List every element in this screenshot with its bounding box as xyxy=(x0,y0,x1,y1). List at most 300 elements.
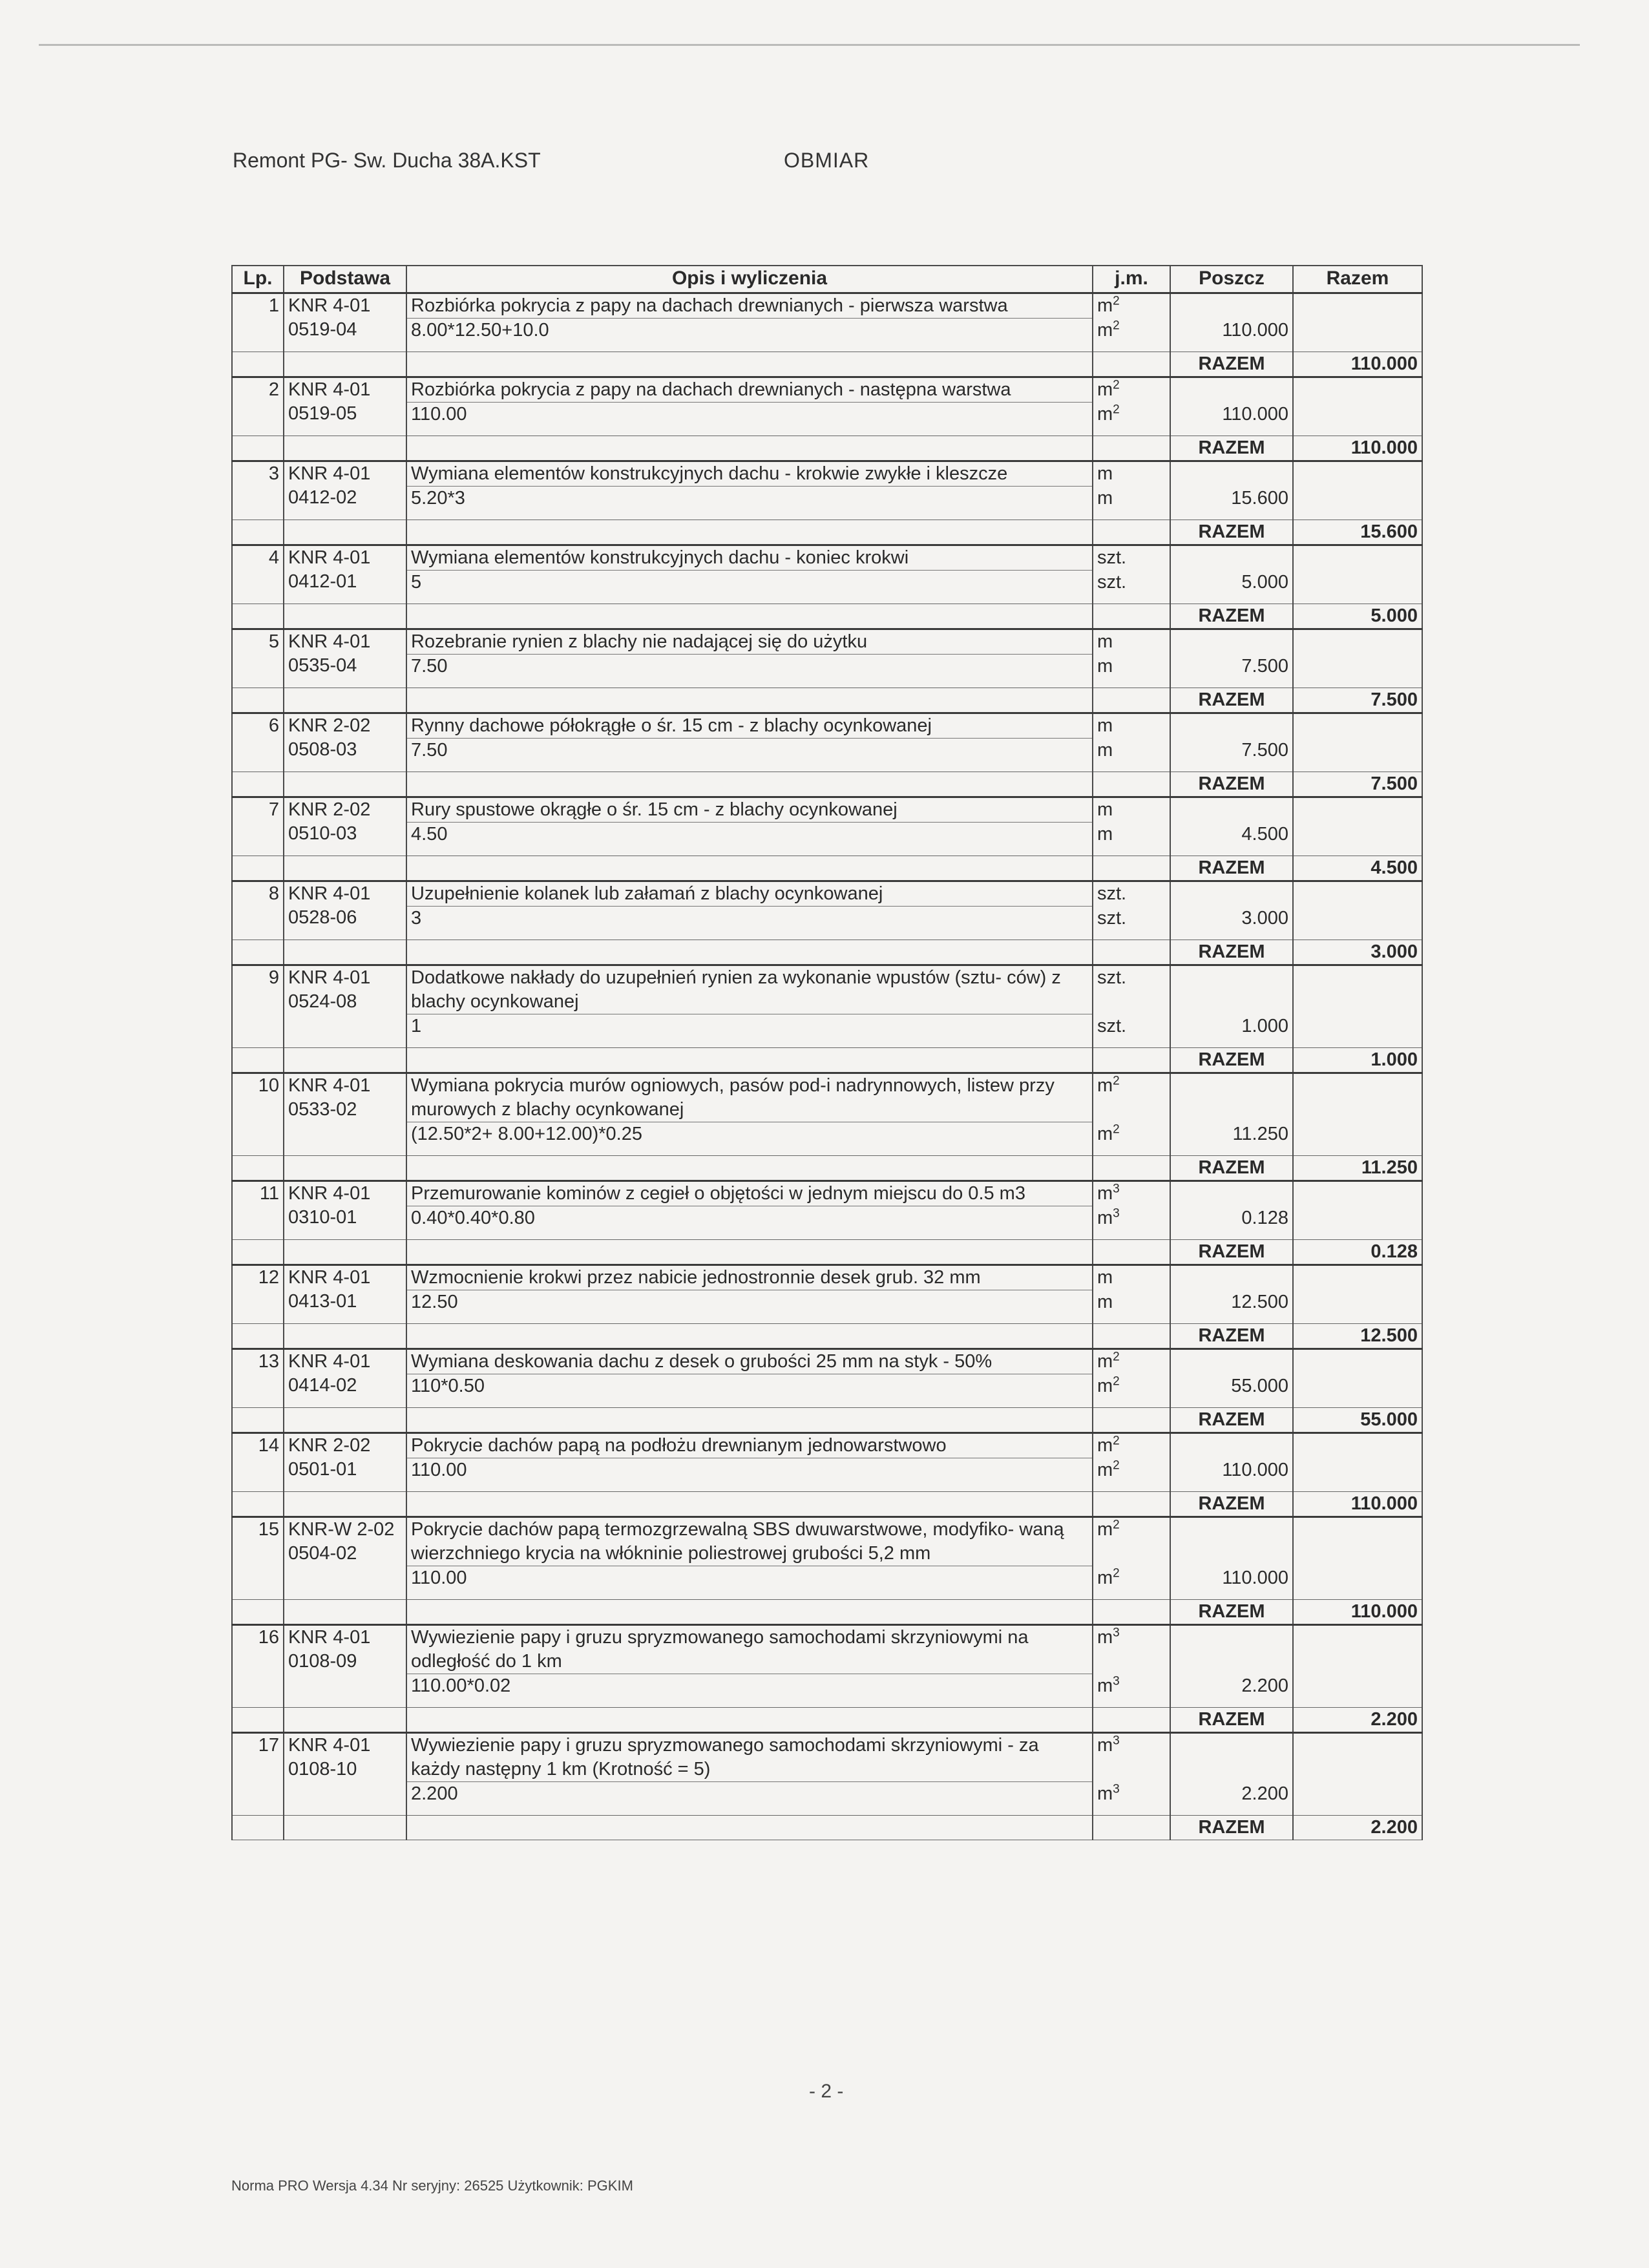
unit-exponent: 2 xyxy=(1113,1350,1120,1364)
sep-cell xyxy=(284,1816,406,1840)
item-podstawa: KNR 4-01 0524-08 xyxy=(284,965,406,1039)
table-row xyxy=(232,426,1422,436)
sep-cell xyxy=(406,688,1093,713)
table-row xyxy=(232,1433,1422,1458)
item-description: Wymiana elementów konstrukcyjnych dachu - krokwie zwykłe i kleszcze xyxy=(406,461,1093,487)
sep-cell xyxy=(284,772,406,797)
sep-cell xyxy=(1093,772,1170,797)
sep-cell xyxy=(232,510,284,520)
sep-cell xyxy=(1093,1698,1170,1708)
item-empty-razem xyxy=(1293,713,1422,772)
sep-cell xyxy=(284,1156,406,1181)
unit-base: m xyxy=(1097,715,1113,736)
item-description: Dodatkowe nakłady do uzupełnień rynien za wykonanie wpustów (sztu- ców) z blachy ocynkowanej xyxy=(406,965,1093,1014)
item-podstawa: KNR 4-01 0108-10 xyxy=(284,1733,406,1807)
unit-base: szt. xyxy=(1097,967,1127,988)
razem-label: RAZEM xyxy=(1170,1816,1293,1840)
unit-base: m xyxy=(1097,463,1113,484)
unit-base: szt. xyxy=(1097,907,1127,929)
sep-cell xyxy=(232,426,284,436)
item-podstawa: KNR 2-02 0510-03 xyxy=(284,797,406,847)
sep-cell xyxy=(1093,930,1170,940)
item-unit xyxy=(1093,965,1170,1014)
table-row xyxy=(232,1181,1422,1206)
item-calc-unit xyxy=(1093,1566,1170,1591)
item-unit xyxy=(1093,1517,1170,1566)
item-podstawa: KNR 4-01 0413-01 xyxy=(284,1265,406,1315)
item-calc-unit xyxy=(1093,739,1170,763)
sep-cell xyxy=(232,604,284,629)
unit-base: m xyxy=(1097,655,1113,677)
unit-base: m xyxy=(1097,1183,1113,1204)
unit-exponent: 3 xyxy=(1113,1182,1120,1196)
sep-cell xyxy=(232,1314,284,1324)
item-lp: 10 xyxy=(232,1073,284,1147)
table-row xyxy=(232,520,1422,545)
sep-cell xyxy=(1093,510,1170,520)
unit-base: m xyxy=(1097,1567,1113,1588)
sep-cell xyxy=(232,1240,284,1265)
table-row xyxy=(232,1482,1422,1492)
item-calculation: 110.00 xyxy=(406,1458,1093,1483)
sep-cell xyxy=(232,352,284,377)
razem-label: RAZEM xyxy=(1170,436,1293,461)
table-row xyxy=(232,823,1422,847)
item-calculation: 7.50 xyxy=(406,655,1093,679)
razem-label: RAZEM xyxy=(1170,1324,1293,1349)
item-podstawa: KNR 4-01 0414-02 xyxy=(284,1349,406,1399)
item-empty-poszcz xyxy=(1170,713,1293,739)
item-calculation: 2.200 xyxy=(406,1782,1093,1807)
item-description: Przemurowanie kominów z cegieł o objętości w jednym miejscu do 0.5 m3 xyxy=(406,1181,1093,1206)
item-podstawa: KNR 4-01 0528-06 xyxy=(284,881,406,931)
unit-base: m xyxy=(1097,1375,1113,1396)
unit-exponent: 3 xyxy=(1113,1626,1120,1640)
sep-cell xyxy=(232,1146,284,1156)
unit-base: m xyxy=(1097,1783,1113,1804)
item-poszcz-value: 12.500 xyxy=(1170,1290,1293,1315)
table-row xyxy=(232,772,1422,797)
item-description: Wymiana deskowania dachu z desek o grubości 25 mm na styk - 50% xyxy=(406,1349,1093,1374)
item-calc-unit xyxy=(1093,1206,1170,1231)
item-unit xyxy=(1093,629,1170,655)
table-row xyxy=(232,545,1422,571)
sep-cell xyxy=(1170,1482,1293,1492)
item-poszcz-value: 7.500 xyxy=(1170,739,1293,763)
sep-cell xyxy=(284,436,406,461)
item-lp: 16 xyxy=(232,1625,284,1699)
item-calc-unit xyxy=(1093,571,1170,595)
item-poszcz-value: 4.500 xyxy=(1170,823,1293,847)
item-lp: 13 xyxy=(232,1349,284,1399)
sep-cell xyxy=(1093,688,1170,713)
table-row xyxy=(232,1458,1422,1483)
item-empty-poszcz xyxy=(1170,1349,1293,1374)
unit-base: szt. xyxy=(1097,571,1127,593)
razem-label: RAZEM xyxy=(1170,352,1293,377)
sep-cell xyxy=(1170,1146,1293,1156)
table-row xyxy=(232,762,1422,772)
sep-cell xyxy=(406,342,1093,352)
unit-base: m xyxy=(1097,1675,1113,1696)
unit-base: m xyxy=(1097,1291,1113,1312)
item-poszcz-value: 110.000 xyxy=(1170,1566,1293,1591)
sep-cell xyxy=(284,1806,406,1816)
table-row xyxy=(232,739,1422,763)
item-lp: 3 xyxy=(232,461,284,511)
sep-cell xyxy=(406,1146,1093,1156)
item-calculation: 110*0.50 xyxy=(406,1374,1093,1399)
sep-cell xyxy=(1170,1806,1293,1816)
table-row xyxy=(232,965,1422,1014)
table-row xyxy=(232,846,1422,856)
item-calculation: 4.50 xyxy=(406,823,1093,847)
item-lp: 17 xyxy=(232,1733,284,1807)
item-description: Rozbiórka pokrycia z papy na dachach drewnianych - pierwsza warstwa xyxy=(406,293,1093,319)
sep-cell xyxy=(1093,1806,1170,1816)
sep-cell xyxy=(1093,1590,1170,1600)
sep-cell xyxy=(284,604,406,629)
sep-cell xyxy=(406,1708,1093,1733)
sep-cell xyxy=(232,1590,284,1600)
table-row xyxy=(232,1240,1422,1265)
sep-cell xyxy=(232,342,284,352)
sep-cell xyxy=(1093,1324,1170,1349)
sep-cell xyxy=(284,1698,406,1708)
item-empty-poszcz xyxy=(1170,797,1293,823)
sep-cell xyxy=(406,1806,1093,1816)
sep-cell xyxy=(406,846,1093,856)
sep-cell xyxy=(1093,594,1170,604)
table-row xyxy=(232,319,1422,343)
col-header-razem: Razem xyxy=(1293,266,1422,293)
table-row xyxy=(232,1566,1422,1591)
razem-label: RAZEM xyxy=(1170,688,1293,713)
item-calc-unit xyxy=(1093,1122,1170,1147)
sep-cell xyxy=(284,1146,406,1156)
sep-cell xyxy=(406,940,1093,965)
item-lp: 6 xyxy=(232,713,284,763)
sep-cell xyxy=(1093,762,1170,772)
item-unit xyxy=(1093,1073,1170,1122)
item-description: Pokrycie dachów papą na podłożu drewnianym jednowarstwowo xyxy=(406,1433,1093,1458)
item-empty-razem xyxy=(1293,965,1422,1048)
item-empty-razem xyxy=(1293,1349,1422,1408)
item-razem-value: 2.200 xyxy=(1293,1708,1422,1733)
unit-exponent: 2 xyxy=(1113,1434,1120,1448)
unit-base: m xyxy=(1097,403,1113,425)
item-description: Wymiana pokrycia murów ogniowych, pasów pod-i nadrynnowych, listew przy murowych z blachy ocynkowanej xyxy=(406,1073,1093,1122)
table-body xyxy=(232,293,1422,1840)
sep-cell xyxy=(232,930,284,940)
table-row xyxy=(232,1206,1422,1231)
unit-exponent: 2 xyxy=(1113,1518,1120,1532)
item-calc-unit xyxy=(1093,487,1170,511)
sep-cell xyxy=(1170,1230,1293,1240)
item-poszcz-value: 3.000 xyxy=(1170,907,1293,931)
item-calculation: 1 xyxy=(406,1014,1093,1039)
sep-cell xyxy=(406,1816,1093,1840)
sep-cell xyxy=(232,1230,284,1240)
sep-cell xyxy=(406,1482,1093,1492)
sep-cell xyxy=(284,678,406,688)
sep-cell xyxy=(284,688,406,713)
sep-cell xyxy=(284,930,406,940)
sep-cell xyxy=(284,1038,406,1048)
sep-cell xyxy=(1170,1698,1293,1708)
sep-cell xyxy=(232,1698,284,1708)
table-row xyxy=(232,510,1422,520)
item-poszcz-value: 7.500 xyxy=(1170,655,1293,679)
sep-cell xyxy=(406,1156,1093,1181)
item-description: Rynny dachowe półokrągłe o śr. 15 cm - z blachy ocynkowanej xyxy=(406,713,1093,739)
sep-cell xyxy=(232,1482,284,1492)
item-razem-value: 5.000 xyxy=(1293,604,1422,629)
unit-base: szt. xyxy=(1097,547,1127,568)
table-row xyxy=(232,1230,1422,1240)
item-calculation: 8.00*12.50+10.0 xyxy=(406,319,1093,343)
unit-exponent: 2 xyxy=(1113,1458,1120,1472)
item-razem-value: 15.600 xyxy=(1293,520,1422,545)
item-podstawa: KNR 4-01 0310-01 xyxy=(284,1181,406,1231)
sep-cell xyxy=(284,1590,406,1600)
sep-cell xyxy=(1170,762,1293,772)
table-row xyxy=(232,1048,1422,1073)
sep-cell xyxy=(406,1314,1093,1324)
table-row xyxy=(232,594,1422,604)
item-unit xyxy=(1093,1625,1170,1674)
item-calculation: 0.40*0.40*0.80 xyxy=(406,1206,1093,1231)
table-row xyxy=(232,1625,1422,1674)
unit-base: m xyxy=(1097,1519,1113,1540)
item-empty-poszcz xyxy=(1170,1181,1293,1206)
table-row xyxy=(232,1398,1422,1408)
sep-cell xyxy=(1093,1482,1170,1492)
item-poszcz-value: 15.600 xyxy=(1170,487,1293,511)
item-lp: 14 xyxy=(232,1433,284,1483)
sep-cell xyxy=(406,520,1093,545)
item-empty-razem xyxy=(1293,629,1422,688)
sep-cell xyxy=(1093,846,1170,856)
table-row xyxy=(232,655,1422,679)
sep-cell xyxy=(1093,1240,1170,1265)
sep-cell xyxy=(284,762,406,772)
item-empty-razem xyxy=(1293,797,1422,856)
item-unit xyxy=(1093,713,1170,739)
unit-base: m xyxy=(1097,631,1113,652)
item-razem-value: 3.000 xyxy=(1293,940,1422,965)
sep-cell xyxy=(232,1038,284,1048)
col-header-poszcz: Poszcz xyxy=(1170,266,1293,293)
sep-cell xyxy=(284,510,406,520)
sep-cell xyxy=(406,1230,1093,1240)
item-lp: 5 xyxy=(232,629,284,679)
sep-cell xyxy=(1093,1314,1170,1324)
table-row xyxy=(232,1038,1422,1048)
item-empty-poszcz xyxy=(1170,1433,1293,1458)
item-unit xyxy=(1093,461,1170,487)
item-razem-value: 11.250 xyxy=(1293,1156,1422,1181)
col-header-opis: Opis i wyliczenia xyxy=(406,266,1093,293)
item-empty-razem xyxy=(1293,545,1422,604)
sep-cell xyxy=(284,1408,406,1433)
item-unit xyxy=(1093,377,1170,403)
unit-base: m xyxy=(1097,823,1113,845)
table-row xyxy=(232,1265,1422,1290)
table-row xyxy=(232,1816,1422,1840)
unit-base: m xyxy=(1097,1435,1113,1456)
item-razem-value: 1.000 xyxy=(1293,1048,1422,1073)
sep-cell xyxy=(284,846,406,856)
sep-cell xyxy=(406,510,1093,520)
item-empty-poszcz xyxy=(1170,1733,1293,1782)
item-empty-razem xyxy=(1293,1625,1422,1708)
item-podstawa: KNR 4-01 0412-02 xyxy=(284,461,406,511)
item-empty-poszcz xyxy=(1170,1265,1293,1290)
col-header-lp: Lp. xyxy=(232,266,284,293)
item-description: Pokrycie dachów papą termozgrzewalną SBS dwuwarstwowe, modyfiko- waną wierzchniego krycia na włókninie poliestrowej grubości 5,2 mm xyxy=(406,1517,1093,1566)
sep-cell xyxy=(232,688,284,713)
sep-cell xyxy=(232,762,284,772)
sep-cell xyxy=(1170,342,1293,352)
table-row xyxy=(232,629,1422,655)
sep-cell xyxy=(406,930,1093,940)
table-row xyxy=(232,1674,1422,1699)
sep-cell xyxy=(232,1324,284,1349)
item-empty-poszcz xyxy=(1170,461,1293,487)
table-row xyxy=(232,342,1422,352)
sep-cell xyxy=(232,772,284,797)
table-row xyxy=(232,1492,1422,1517)
item-poszcz-value: 110.000 xyxy=(1170,319,1293,343)
table-row xyxy=(232,1290,1422,1315)
sep-cell xyxy=(284,426,406,436)
item-lp: 15 xyxy=(232,1517,284,1591)
unit-exponent: 2 xyxy=(1113,1566,1120,1580)
item-description: Rozbiórka pokrycia z papy na dachach drewnianych - następna warstwa xyxy=(406,377,1093,403)
col-header-podstawa: Podstawa xyxy=(284,266,406,293)
unit-base: m xyxy=(1097,1459,1113,1480)
sep-cell xyxy=(232,1398,284,1408)
sep-cell xyxy=(406,1492,1093,1517)
item-podstawa: KNR 2-02 0508-03 xyxy=(284,713,406,763)
table-row xyxy=(232,1698,1422,1708)
sep-cell xyxy=(1093,604,1170,629)
item-razem-value: 2.200 xyxy=(1293,1816,1422,1840)
unit-base: m xyxy=(1097,379,1113,400)
item-empty-poszcz xyxy=(1170,293,1293,319)
item-empty-poszcz xyxy=(1170,881,1293,907)
item-podstawa: KNR-W 2-02 0504-02 xyxy=(284,1517,406,1591)
sep-cell xyxy=(1093,1708,1170,1733)
item-unit xyxy=(1093,1433,1170,1458)
item-lp: 12 xyxy=(232,1265,284,1315)
razem-label: RAZEM xyxy=(1170,1708,1293,1733)
sep-cell xyxy=(232,1156,284,1181)
sep-cell xyxy=(284,1240,406,1265)
razem-label: RAZEM xyxy=(1170,520,1293,545)
unit-exponent: 2 xyxy=(1113,402,1120,416)
sep-cell xyxy=(406,772,1093,797)
table-row xyxy=(232,1590,1422,1600)
sep-cell xyxy=(406,1048,1093,1073)
item-empty-razem xyxy=(1293,377,1422,436)
table-row xyxy=(232,688,1422,713)
item-lp: 8 xyxy=(232,881,284,931)
item-empty-poszcz xyxy=(1170,965,1293,1014)
sep-cell xyxy=(1093,678,1170,688)
sep-cell xyxy=(1093,1408,1170,1433)
sep-cell xyxy=(232,1600,284,1625)
item-unit xyxy=(1093,797,1170,823)
sep-cell xyxy=(1093,352,1170,377)
sep-cell xyxy=(1093,1156,1170,1181)
table-row xyxy=(232,1517,1422,1566)
sep-cell xyxy=(284,940,406,965)
unit-base: m xyxy=(1097,1267,1113,1288)
sep-cell xyxy=(1093,342,1170,352)
sep-cell xyxy=(284,1482,406,1492)
item-unit xyxy=(1093,1349,1170,1374)
item-description: Rozebranie rynien z blachy nie nadającej się do użytku xyxy=(406,629,1093,655)
unit-exponent: 2 xyxy=(1113,1122,1120,1136)
unit-base: m xyxy=(1097,295,1113,316)
sep-cell xyxy=(232,846,284,856)
item-unit xyxy=(1093,881,1170,907)
item-razem-value: 12.500 xyxy=(1293,1324,1422,1349)
item-razem-value: 0.128 xyxy=(1293,1240,1422,1265)
sep-cell xyxy=(284,1708,406,1733)
item-calc-unit xyxy=(1093,1290,1170,1315)
sep-cell xyxy=(284,1048,406,1073)
item-razem-value: 110.000 xyxy=(1293,352,1422,377)
unit-base: m xyxy=(1097,1123,1113,1144)
table-row xyxy=(232,604,1422,629)
razem-label: RAZEM xyxy=(1170,940,1293,965)
item-razem-value: 7.500 xyxy=(1293,772,1422,797)
razem-label: RAZEM xyxy=(1170,1600,1293,1625)
item-calc-unit xyxy=(1093,1374,1170,1399)
item-description: Uzupełnienie kolanek lub załamań z blachy ocynkowanej xyxy=(406,881,1093,907)
item-calculation: (12.50*2+ 8.00+12.00)*0.25 xyxy=(406,1122,1093,1147)
item-unit xyxy=(1093,1265,1170,1290)
razem-label: RAZEM xyxy=(1170,1492,1293,1517)
item-unit xyxy=(1093,1181,1170,1206)
item-podstawa: KNR 4-01 0535-04 xyxy=(284,629,406,679)
table-row xyxy=(232,856,1422,881)
item-calc-unit xyxy=(1093,655,1170,679)
unit-base: m xyxy=(1097,487,1113,509)
razem-label: RAZEM xyxy=(1170,1408,1293,1433)
item-empty-poszcz xyxy=(1170,1073,1293,1122)
item-lp: 2 xyxy=(232,377,284,427)
sep-cell xyxy=(406,436,1093,461)
sep-cell xyxy=(1170,594,1293,604)
sep-cell xyxy=(406,1590,1093,1600)
table-row xyxy=(232,1408,1422,1433)
sep-cell xyxy=(1093,940,1170,965)
sep-cell xyxy=(1170,1038,1293,1048)
item-calculation: 5 xyxy=(406,571,1093,595)
item-lp: 1 xyxy=(232,293,284,343)
table-row xyxy=(232,293,1422,319)
table-row xyxy=(232,1146,1422,1156)
sep-cell xyxy=(1093,1038,1170,1048)
item-description: Rury spustowe okrągłe o śr. 15 cm - z blachy ocynkowanej xyxy=(406,797,1093,823)
table-row xyxy=(232,1122,1422,1147)
unit-exponent: 3 xyxy=(1113,1781,1120,1796)
sep-cell xyxy=(406,426,1093,436)
